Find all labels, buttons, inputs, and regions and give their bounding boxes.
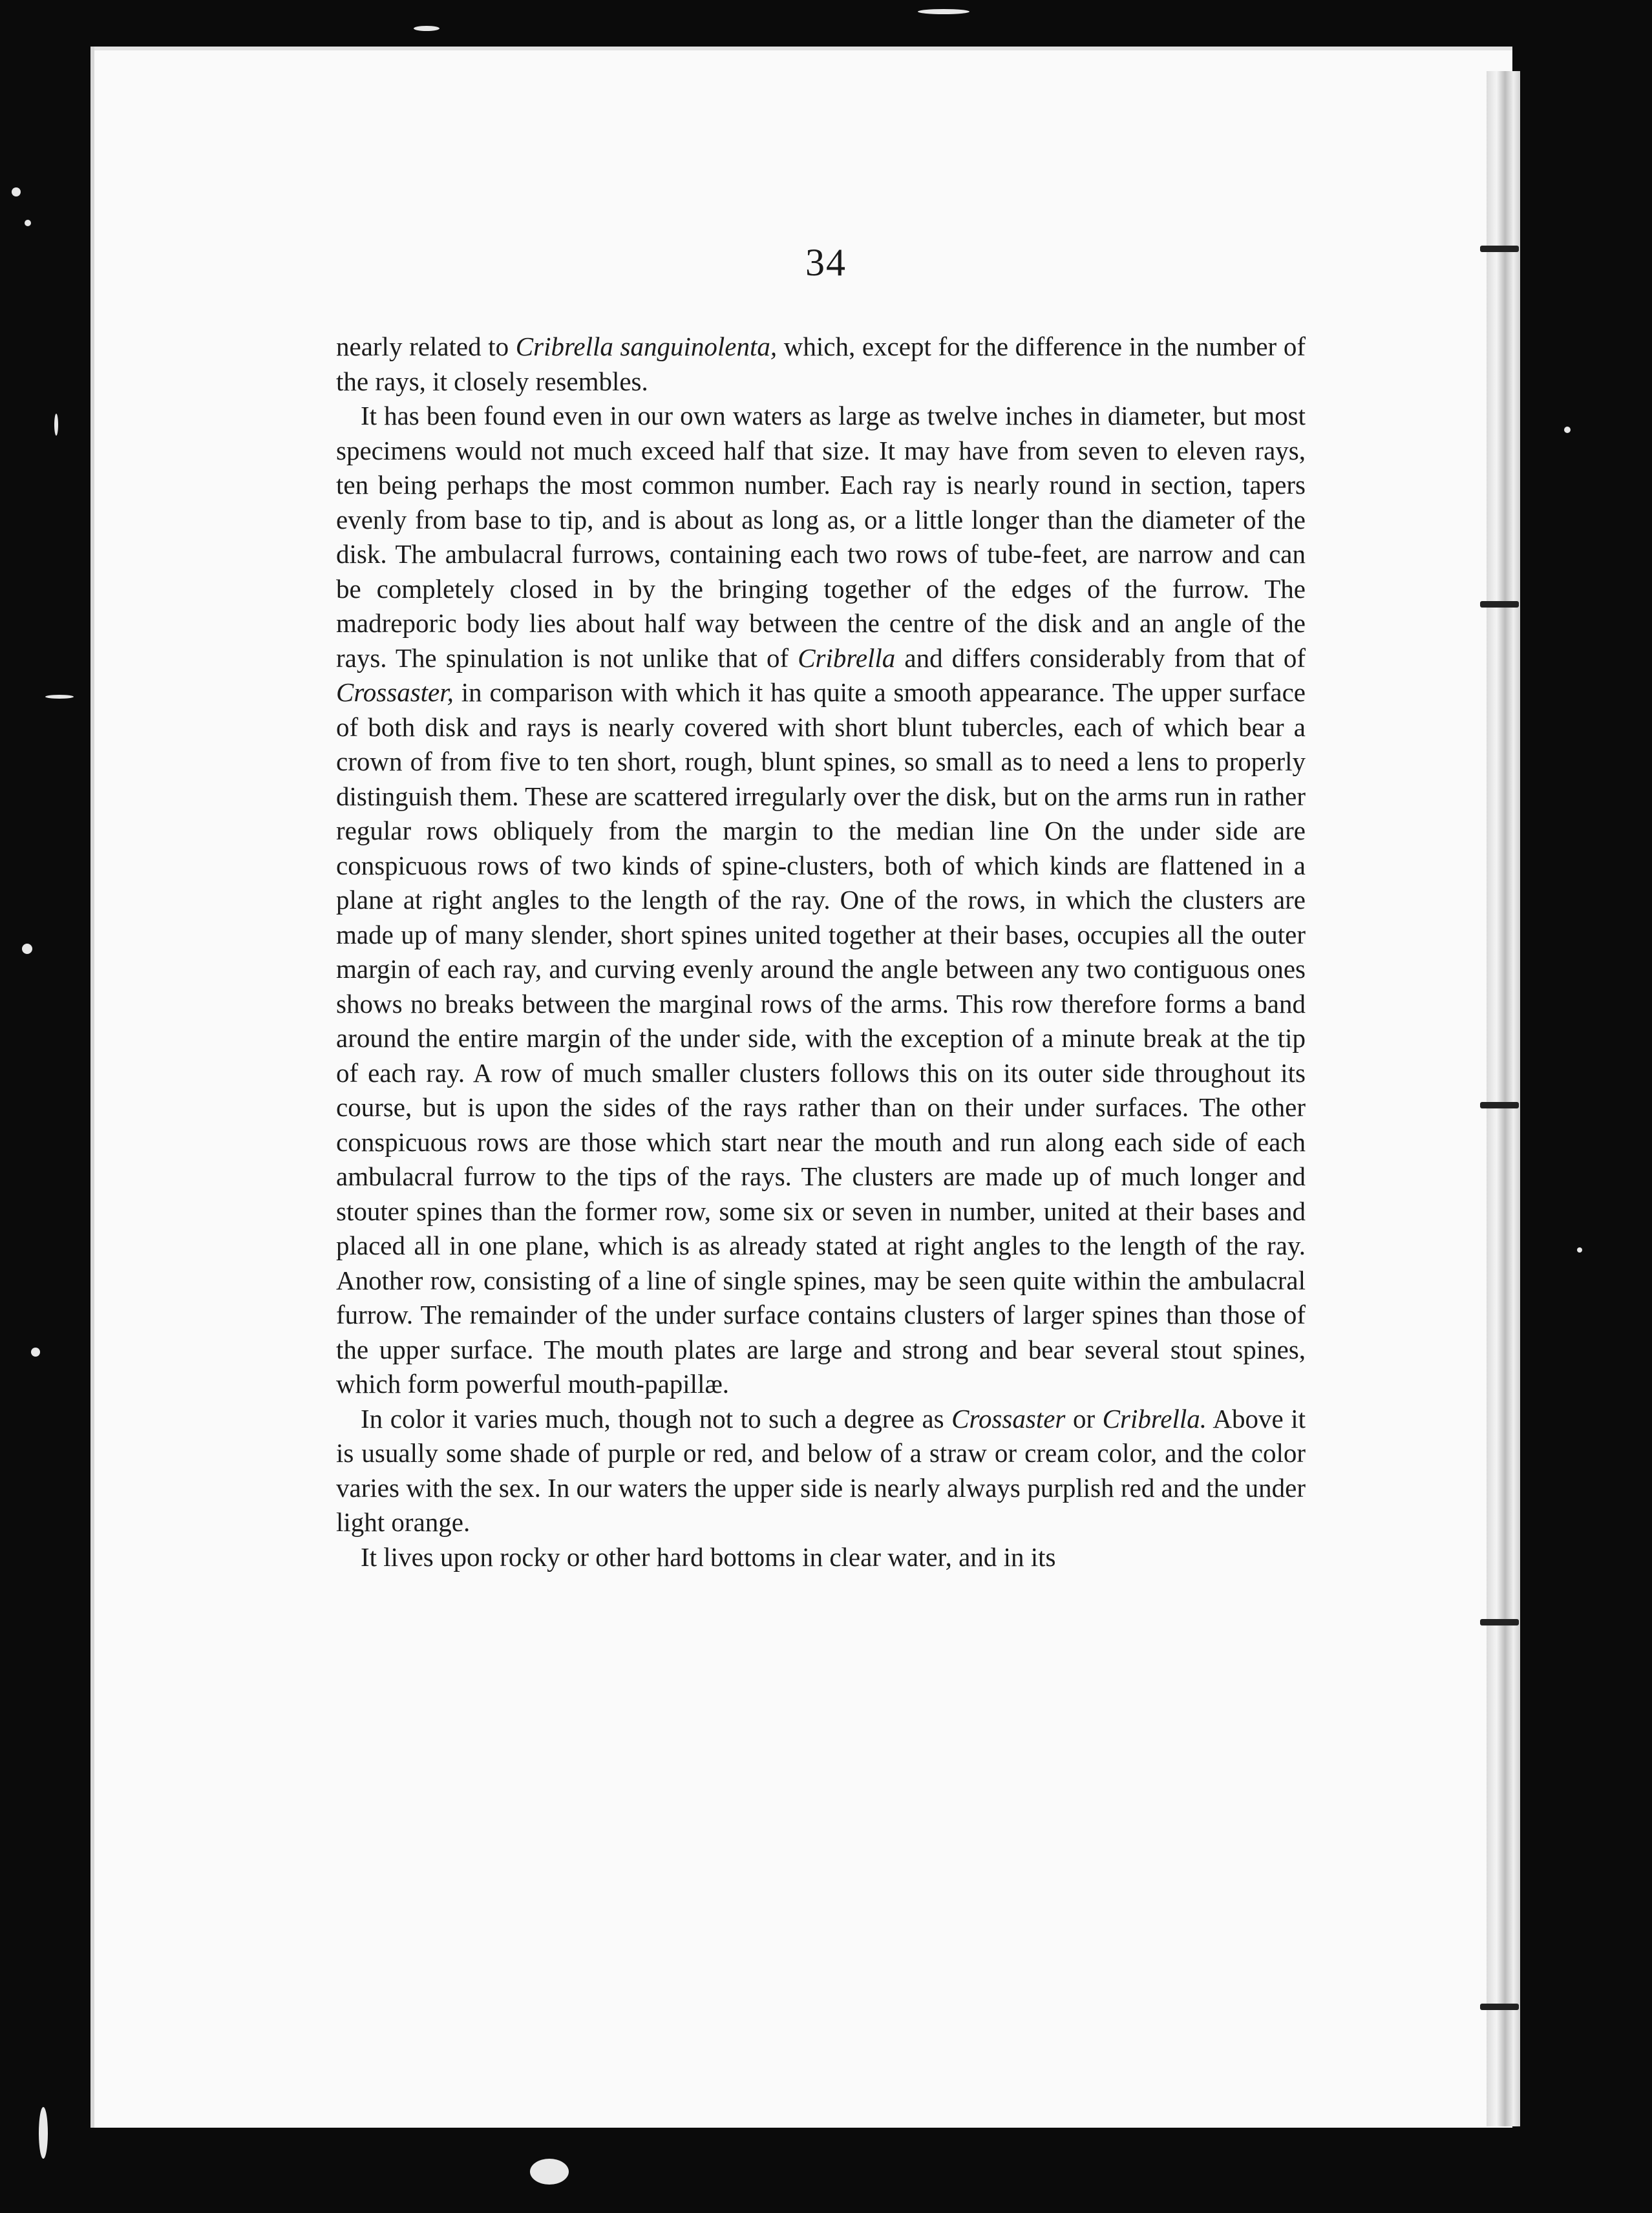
page-number: 34 [805,241,847,284]
text-run: which, except for the difference in the number of the rays, it closely resembles. [336,332,1306,396]
binding-mark [1480,1102,1519,1108]
italic-text-run: Crossaster [951,1403,1066,1434]
paragraph [336,399,1306,1402]
scan-speck [12,187,21,196]
scan-speck [45,695,74,699]
italic-text-run: Cribrella. [1102,1403,1207,1434]
text-run: in comparison with which it has quite a smooth appearance. The upper surface of both disk and rays is nearly covered with short blunt tubercles, each of which bear a crown of from five to ten short, rough, blunt spines, so small as to need a lens to properly distinguish them. These are scattered irregularly over the disk, but on the arms run in rather regular rows obliquely from the margin to the median line On the under side are conspicuous rows of two kinds of spine-clusters, both of which kinds are flattened in a plane at right angles to the length of the ray. One of the rows, in which the clusters are made up of many slender, short spines united together at their bases, occupies all the outer margin of each ray, and curving evenly around the angle between any two contiguous ones shows no breaks between the marginal rows of the arms. This row therefore forms a band around the entire margin of the under side, with the exception of a minute break at the tip of each ray. A row of much smaller clusters follows this on its outer side throughout its course, but is upon the sides of the rays rather than on their under surfaces. The other conspicuous rows are those which start near the mouth and run along each side of each ambulacral furrow to the tips of the rays. The clusters are made up of much longer and stouter spines than the former row, some six or seven in number, united at their bases and placed all in one plane, which is as already stated at right angles to the length of the ray. Another row, consisting of a line of single spines, may be seen quite within the ambulacral furrow. The remainder of the under surface contains clusters of larger spines than those of the upper surface. The mouth plates are large and strong and bear several stout spines, which form powerful mouth-papillæ. [336,677,1306,1399]
paragraph [336,330,1306,399]
binding-mark [1480,1619,1519,1625]
scan-speck [54,414,58,436]
page-edge-binding [1487,71,1520,2126]
italic-text-run: Cribrella sanguinolenta, [515,332,778,361]
binding-mark [1480,601,1519,608]
scan-speck [1577,1247,1582,1253]
text-run: Above it is usually some shade of purple or red, and below of a straw or cream color, and the color varies with the sex. In our waters the upper side is nearly always purplish red and the under light orange. [336,1403,1306,1537]
italic-text-run: Cribrella [798,642,896,673]
scan-speck [39,2107,48,2159]
text-run: or [1065,1403,1103,1434]
scan-speck [414,26,439,31]
scan-speck [1564,427,1571,433]
text-run: It lives upon rocky or other hard bottoms in clear water, and in its [361,1541,1056,1572]
scan-speck [31,1348,40,1357]
paragraph [336,1402,1306,1540]
text-run: In color it varies much, though not to such a degree as [361,1403,952,1434]
binding-mark [1480,2004,1519,2010]
italic-text-run: Crossaster, [336,677,454,707]
paragraph [336,1540,1306,1575]
body-text [336,330,1306,1574]
text-run: nearly related to [336,332,516,361]
scan-speck [530,2159,569,2185]
text-run: and differs considerably from that of [895,642,1306,673]
text-run: It has been found even in our own waters as large as twelve inches in diameter, but most specimens would not much exceed half that size. It may have from seven to eleven rays, ten being perhaps the most common number. Each ray is nearly round in section, tapers evenly from base to tip, and is about as long as, or a little longer than the diameter of the disk. The ambulacral furrows, containing each two rows of tube-feet, are narrow and can be completely closed in by the bringing together of the edges of the furrow. The madreporic body lies about half way between the centre of the disk and an angle of the rays. The spinulation is not unlike that of [336,401,1306,673]
scan-speck [918,9,969,14]
scan-speck [25,220,31,226]
scan-speck [22,944,32,954]
